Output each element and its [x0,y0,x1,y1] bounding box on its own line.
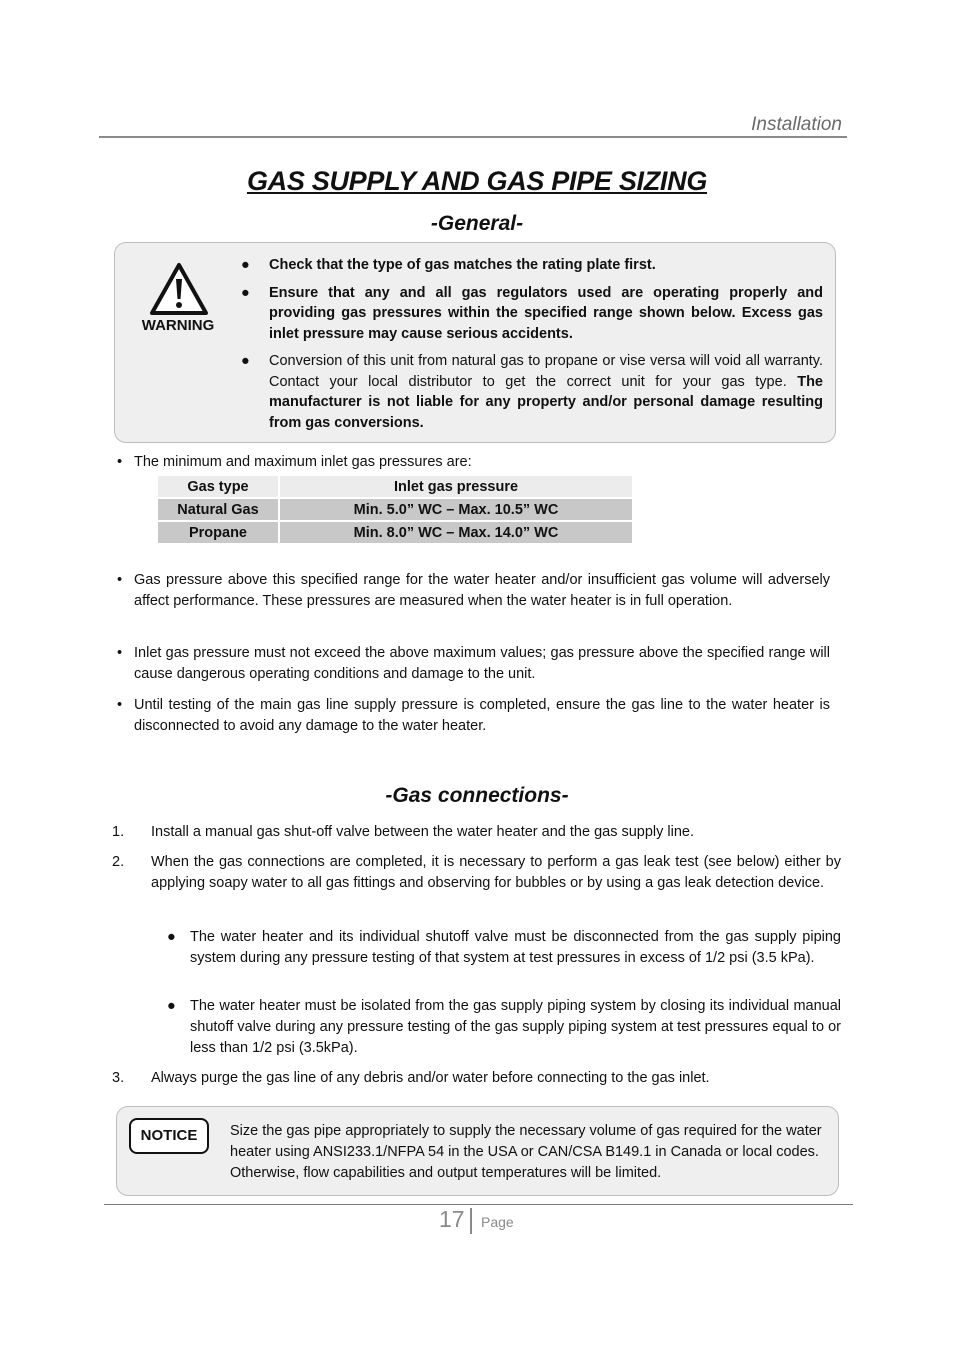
warning-list [241,255,823,440]
warning-box [114,242,836,443]
sub-bullet: The water heater must be isolated from the gas supply piping system by closing its individual manual shutoff valve during any pressure testing of the gas supply piping system at test pressures equal to or less than 1/2 psi (3.5kPa). [190,998,841,1056]
general-heading: -General- [430,212,524,235]
page-separator [470,1208,472,1234]
step-number: 3. [112,1070,125,1086]
connections-heading: -Gas connections- [385,784,569,807]
footer-divider [104,1204,853,1205]
notice-box [116,1106,839,1196]
step-number: 1. [112,824,125,840]
warning-item-text: Conversion of this unit from natural gas to propane or vise versa will void all warranty. Contact your local distributor to get the correct unit for your gas type. [269,353,823,390]
table-cell: Natural Gas [157,498,279,521]
warning-item-bold-text: The manufacturer is not liable for any property and/or personal damage resulting from gas conversions. [269,373,823,431]
warning-label: WARNING [141,317,215,334]
pressure-table [156,474,634,545]
sub-bullet-dot: ● [167,929,176,945]
bullet-dot: • [117,645,123,661]
table-header-row [157,475,633,498]
step-text: Always purge the gas line of any debris and/or water before connecting to the gas inlet. [151,1070,710,1086]
general-bullet: Until testing of the main gas line supply pressure is completed, ensure the gas line to the water heater is disconnected to avoid any damage to the water heater. [134,697,830,734]
bullet-dot: • [117,572,123,588]
warning-item-text: Check that the type of gas matches the rating plate first. [269,257,656,273]
page-number: 17 [439,1206,465,1232]
bullet-dot: • [117,697,123,713]
sub-bullet-dot: ● [167,998,176,1014]
pressure-intro: The minimum and maximum inlet gas pressures are: [134,454,472,470]
table-header-cell: Gas type [157,475,279,498]
warning-item: ● Ensure that any and all gas regulators used are operating properly and providing gas pressures within the specified range shown below. Excess gas inlet pressure may cause serious accidents. [241,284,823,342]
page-label: Page [481,1214,514,1230]
warning-item: ● Conversion of this unit from natural gas to propane or vise versa will void all warranty. Contact your local distributor to get the correct unit for your gas type. The manufacturer is not liable for any property and/or personal damage resulting from gas conversions. [241,353,823,431]
table-cell: Min. 8.0” WC – Max. 14.0” WC [279,521,633,544]
page-title: GAS SUPPLY AND GAS PIPE SIZING [246,166,708,196]
bullet-dot: • [117,454,123,470]
warning-item-text: Ensure that any and all gas regulators used are operating properly and providing gas pressures within the specified range shown below. Excess gas inlet pressure may cause serious accidents. [269,284,823,342]
sub-bullet: The water heater and its individual shutoff valve must be disconnected from the gas supply piping system during any pressure testing of that system at test pressures in excess of 1/2 psi (3.5 kPa). [190,929,841,966]
notice-badge: NOTICE [129,1118,209,1154]
warning-item: ● Check that the type of gas matches the rating plate first. [241,257,656,273]
table-cell: Propane [157,521,279,544]
step-text: When the gas connections are completed, it is necessary to perform a gas leak test (see below) either by applying soapy water to all gas fittings and observing for bubbles or by using a gas leak detection device. [151,854,841,891]
general-bullet: Inlet gas pressure must not exceed the above maximum values; gas pressure above the specified range will cause dangerous operating conditions and damage to the unit. [134,645,830,682]
step-text: Install a manual gas shut-off valve between the water heater and the gas supply line. [151,824,695,840]
table-cell: Min. 5.0” WC – Max. 10.5” WC [279,498,633,521]
notice-text: Size the gas pipe appropriately to supply the necessary volume of gas required for the water heater using ANSI233.1/NFPA 54 in the USA or CAN/CSA B149.1 in Canada or local codes. Otherwise, flow capabilities and output temperatures will be limited. [230,1123,822,1181]
table-header-cell: Inlet gas pressure [279,475,633,498]
header-divider [99,136,847,138]
header-section-title: Installation [751,114,842,135]
table-row [157,498,633,521]
warning-triangle-icon [148,261,210,317]
general-bullet: Gas pressure above this specified range for the water heater and/or insufficient gas volume will adversely affect performance. These pressures are measured when the water heater is in full operation. [134,572,830,609]
step-number: 2. [112,854,125,870]
table-row [157,521,633,544]
